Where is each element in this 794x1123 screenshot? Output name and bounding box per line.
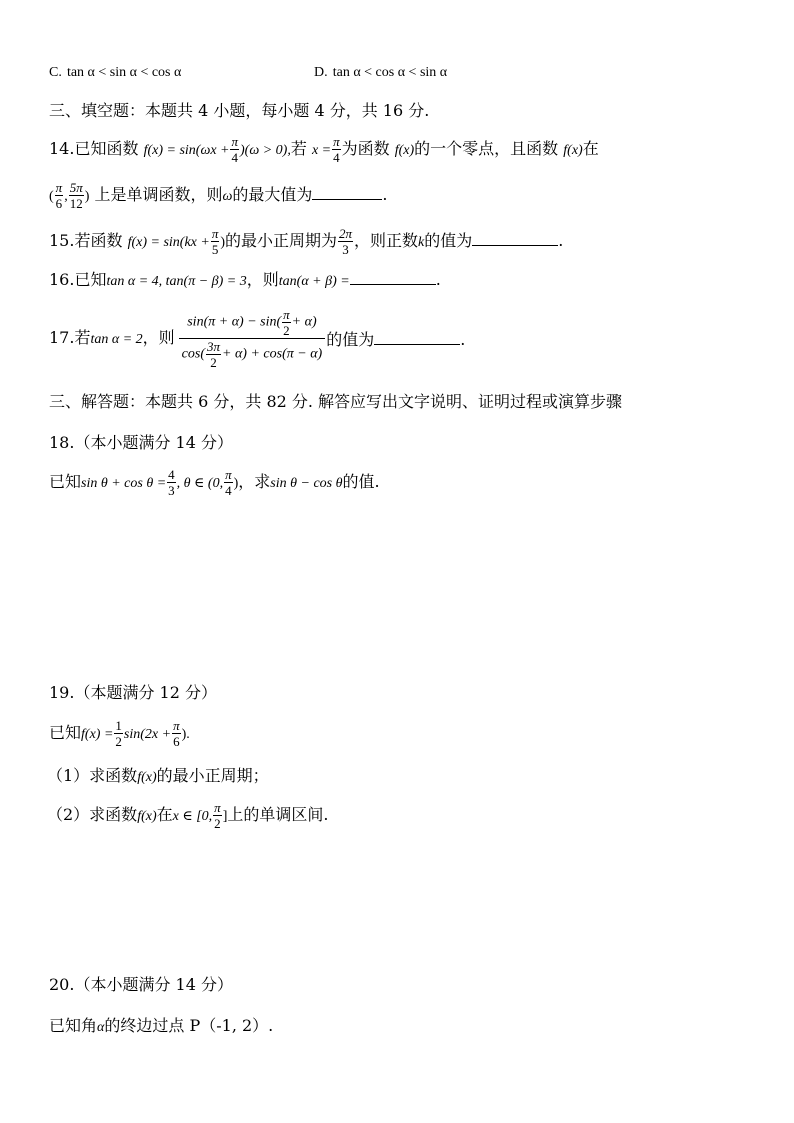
- q14-line1: [49, 134, 599, 165]
- q19-p2-fx: f(x): [137, 809, 157, 824]
- q15-period-den: 3: [342, 242, 349, 257]
- q19-sin: sin(2x +: [123, 727, 172, 742]
- q14-x-eq: x =: [311, 143, 332, 158]
- q17-line: [49, 307, 465, 370]
- q19-given: [49, 718, 190, 749]
- q17-text-2: ，则: [142, 328, 175, 347]
- q15-line: [49, 226, 563, 257]
- q19-p2-text-c: 上的单调区间.: [227, 805, 329, 824]
- q18-range-den: 4: [225, 483, 232, 498]
- q19-title-text: 19.（本题满分 12 分）: [49, 683, 217, 702]
- q17-denominator: [179, 339, 326, 370]
- option-d: [314, 63, 447, 80]
- section-fill-heading: [49, 103, 429, 119]
- q19-fx: f(x) =: [81, 727, 114, 742]
- q16-end: .: [435, 270, 441, 289]
- q17-num-frac-den: 2: [283, 323, 290, 338]
- q19-p2-close: ]: [222, 809, 228, 824]
- q17-text-3: 的值为: [326, 329, 375, 349]
- q15-frac-num: π: [211, 226, 219, 241]
- q14-number: 14.: [49, 139, 75, 158]
- q19-p2-x: x ∈ [0,: [172, 809, 213, 824]
- q17-num-b: + α): [291, 314, 317, 330]
- q18-text-1: 已知: [49, 472, 82, 491]
- q20-title: [49, 977, 233, 993]
- q15-text-1: 若函数: [74, 231, 123, 250]
- q19-half-num: 1: [115, 718, 122, 733]
- q14-frac-5pi-12: [69, 180, 84, 211]
- q19-p2-frac-num: π: [214, 800, 221, 815]
- q20-title-text: 20.（本小题满分 14 分）: [49, 975, 233, 994]
- option-d-label: D.: [314, 65, 328, 80]
- q19-p1-text-b: 的最小正周期；: [156, 766, 269, 785]
- q16-text-1: 已知: [74, 270, 107, 289]
- q15-frac-pi-5: [211, 226, 220, 257]
- option-d-expr: tan α < cos α < sin α: [332, 65, 448, 80]
- q17-num-frac: [282, 307, 291, 338]
- q15-k: k: [418, 235, 425, 250]
- q17-num-frac-num: π: [283, 307, 290, 322]
- q14-pi6-num: π: [55, 180, 63, 195]
- q17-end: .: [460, 329, 466, 349]
- q20-body: [49, 1018, 273, 1035]
- q17-den-b: + α) + cos(π − α): [222, 346, 323, 362]
- section-fill-text: 三、填空题：本题共 4 小题，每小题 4 分，共 16 分.: [49, 101, 430, 120]
- q18-title: [49, 435, 233, 451]
- q15-frac-period: [338, 226, 353, 257]
- q14-frac-den: 4: [231, 150, 238, 165]
- q17-den-a: cos(: [181, 346, 205, 362]
- q18-expr-c: ): [233, 476, 239, 491]
- q15-number: 15.: [49, 231, 75, 250]
- q18-frac-pi-4: [224, 467, 233, 498]
- q14-text-6: 上是单调函数，则: [94, 185, 223, 204]
- q14-text-7: 的最大值为: [232, 185, 313, 204]
- q20-alpha: α: [97, 1020, 105, 1035]
- q19-part2: [47, 800, 328, 831]
- q19-p2-text-b: 在: [156, 805, 173, 824]
- q19-half-den: 2: [115, 734, 122, 749]
- q14-pi12-num: 5π: [69, 180, 83, 195]
- q14-x-den: 4: [333, 150, 340, 165]
- q18-ask: sin θ − cos θ: [270, 476, 343, 491]
- q19-frac-half: [114, 718, 123, 749]
- option-c-expr: tan α < sin α < cos α: [66, 65, 182, 80]
- q18-text-3: 的值.: [342, 472, 380, 491]
- q14-func: f(x) = sin(ωx +: [143, 143, 230, 158]
- q16-answer-blank[interactable]: [350, 270, 436, 285]
- q18-title-text: 18.（本小题满分 14 分）: [49, 433, 233, 452]
- q15-answer-blank[interactable]: [472, 231, 558, 246]
- q18-frac-den: 3: [168, 483, 175, 498]
- q17-den-frac-den: 2: [210, 355, 217, 370]
- q19-title: [49, 685, 217, 701]
- q20-text-1: 已知角: [49, 1016, 98, 1035]
- q15-text-3: ，则正数: [354, 231, 419, 250]
- q14-text-4: 的一个零点，且函数: [414, 139, 559, 158]
- section-solve-heading: [49, 394, 622, 410]
- q17-numerator: [179, 307, 326, 339]
- q17-den-frac-num: 3π: [207, 339, 221, 354]
- q14-x-num: π: [333, 134, 340, 149]
- q19-frac-pi-6: [172, 718, 181, 749]
- q16-ask: tan(α + β) =: [278, 274, 350, 289]
- q15-period-num: 2π: [339, 226, 353, 241]
- q19-p1-text-a: （1）求函数: [47, 766, 138, 785]
- q18-expr-a: sin θ + cos θ =: [81, 476, 167, 491]
- q15-text-2: 的最小正周期为: [225, 231, 338, 250]
- q14-open-paren: (: [49, 189, 54, 204]
- q14-fx: f(x): [394, 143, 415, 158]
- q19-frac-den: 6: [173, 734, 180, 749]
- q14-line2: [49, 180, 387, 211]
- q19-p2-frac: [213, 800, 222, 831]
- q14-end: .: [382, 185, 388, 204]
- q19-p1-fx: f(x): [137, 770, 157, 785]
- option-c-label: C.: [49, 65, 62, 80]
- q17-answer-blank[interactable]: [374, 330, 460, 345]
- q18-range-num: π: [225, 467, 232, 482]
- section-solve-text: 三、解答题：本题共 6 分，共 82 分. 解答应写出文字说明、证明过程或演算步骤: [49, 392, 623, 411]
- q18-body: [49, 467, 380, 498]
- q14-answer-blank[interactable]: [312, 185, 382, 200]
- q20-text-2: 的终边过点 P（-1, 2）.: [104, 1016, 274, 1035]
- q19-frac-num: π: [173, 718, 180, 733]
- q14-pi6-den: 6: [55, 196, 63, 211]
- q19-part1: [47, 768, 269, 785]
- q14-fx-2: f(x): [563, 143, 583, 158]
- q15-func: f(x) = sin(kx +: [127, 235, 210, 250]
- q17-den-frac: [206, 339, 221, 370]
- q19-text-1: 已知: [49, 723, 82, 742]
- q15-text-4: 的值为: [424, 231, 473, 250]
- q15-end: .: [558, 231, 564, 250]
- q18-text-2: ，求: [238, 472, 271, 491]
- q19-close: ).: [181, 727, 190, 742]
- q14-pi12-den: 12: [69, 196, 83, 211]
- q18-frac-num: 4: [168, 467, 175, 482]
- q14-omega: ω: [222, 189, 233, 204]
- q18-expr-b: , θ ∈ (0,: [176, 476, 224, 491]
- q15-frac-den: 5: [211, 242, 219, 257]
- q14-text-1: 已知函数: [74, 139, 139, 158]
- option-c: [49, 63, 181, 80]
- q17-number: 17.: [49, 328, 75, 347]
- q16-text-2: ，则: [246, 270, 279, 289]
- q14-frac-pi-4: [230, 134, 239, 165]
- q14-text-3: 为函数: [341, 139, 390, 158]
- q17-cond: tan α = 2: [90, 332, 143, 347]
- q14-text-2: 若: [290, 139, 307, 158]
- q14-frac-pi-6: [55, 180, 64, 211]
- q14-comma: ,: [64, 189, 68, 204]
- q16-number: 16.: [49, 270, 75, 289]
- q19-p2-frac-den: 2: [214, 816, 221, 831]
- q16-expr: tan α = 4, tan(π − β) = 3: [106, 274, 247, 289]
- q14-frac-x: [332, 134, 341, 165]
- q14-text-5: 在: [582, 139, 599, 158]
- q17-num-a: sin(π + α) − sin(: [187, 314, 282, 330]
- q19-p2-text-a: （2）求函数: [47, 805, 138, 824]
- q18-frac-4-3: [167, 467, 176, 498]
- q17-prefix: [49, 330, 175, 347]
- q14-close-paren: ): [84, 189, 90, 204]
- q14-cond: )(ω > 0),: [240, 143, 291, 158]
- q14-frac-num: π: [231, 134, 238, 149]
- q17-text-1: 若: [74, 328, 91, 347]
- q17-suffix: [326, 330, 465, 348]
- q16-line: [49, 270, 441, 289]
- q17-main-fraction: [179, 307, 326, 370]
- q15-close: ): [220, 235, 225, 250]
